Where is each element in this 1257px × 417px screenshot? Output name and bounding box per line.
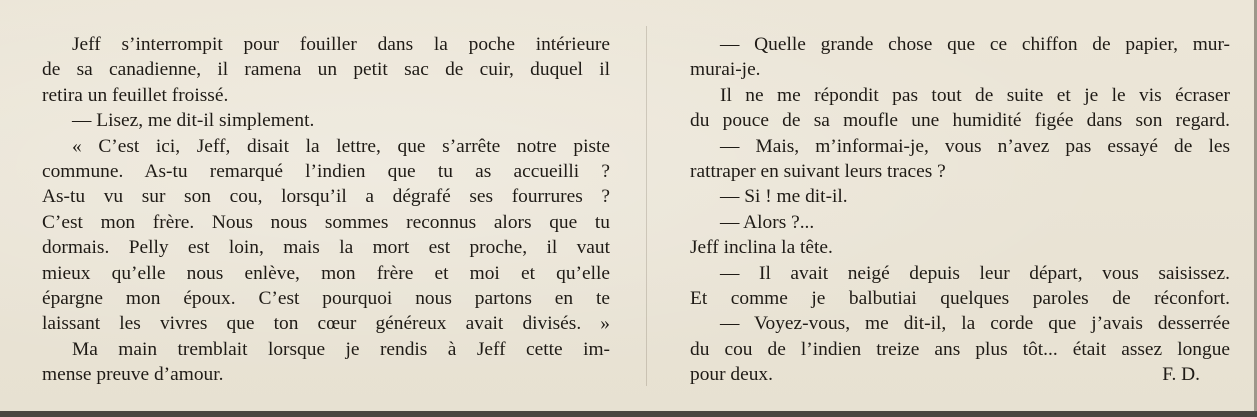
text-line: — Alors ?...: [720, 211, 815, 233]
text-line: — Voyez-vous, me dit-il, la corde que j’avais desserrée: [720, 313, 1230, 335]
closing-line: [690, 362, 1230, 387]
text-line: rattraper en suivant leurs traces ?: [690, 160, 946, 182]
text-line: retira un feuillet froissé.: [42, 84, 229, 106]
text-line: Il ne me répondit pas tout de suite et je le vis écraser: [720, 84, 1230, 106]
text-line: — Si ! me dit-il.: [720, 186, 848, 208]
column-divider: [646, 26, 647, 386]
text-line: As-tu vu sur son cou, lorsqu’il a dégrafé ses fourrures ?: [42, 186, 610, 208]
text-line: commune. As-tu remarqué l’indien que tu as accueilli ?: [42, 160, 610, 182]
text-line: « C’est ici, Jeff, disait la lettre, que s’arrête notre piste: [72, 135, 610, 157]
text-line: — Quelle grande chose que ce chiffon de papier, mur-: [720, 34, 1230, 55]
right-text-column: [690, 32, 1230, 387]
text-line: du cou de l’indien treize ans plus tôt... était assez longue: [690, 338, 1230, 360]
text-line: C’est mon frère. Nous nous sommes reconnus alors que tu: [42, 211, 610, 233]
text-line: dormais. Pelly est loin, mais la mort est proche, il vaut: [42, 237, 610, 259]
text-line: Et comme je balbutiai quelques paroles de réconfort.: [690, 287, 1230, 309]
left-text-column: [42, 32, 610, 387]
text-line: pour deux.: [690, 364, 773, 386]
text-line: Jeff s’interrompit pour fouiller dans la poche intérieure: [72, 34, 610, 55]
text-line: Ma main tremblait lorsque je rendis à Jeff cette im-: [72, 338, 610, 360]
text-line: mieux qu’elle nous enlève, mon frère et moi et qu’elle: [42, 262, 610, 284]
text-line: — Lisez, me dit-il simplement.: [72, 110, 315, 132]
text-line: Jeff inclina la tête.: [690, 237, 833, 259]
text-line: épargne mon époux. C’est pourquoi nous partons en te: [42, 287, 610, 309]
text-line: du pouce de sa moufle une humidité figée dans son regard.: [690, 110, 1230, 132]
text-line: mense preuve d’amour.: [42, 364, 224, 386]
author-signature: F. D.: [1162, 364, 1200, 386]
scan-border: [0, 411, 1257, 417]
text-line: — Il avait neigé depuis leur départ, vous saisissez.: [720, 262, 1230, 284]
text-line: laissant les vivres que ton cœur généreux avait divisés. »: [42, 313, 610, 335]
text-line: de sa canadienne, il ramena un petit sac de cuir, duquel il: [42, 59, 610, 81]
text-line: — Mais, m’informai-je, vous n’avez pas essayé de les: [720, 135, 1230, 157]
text-line: murai-je.: [690, 59, 761, 81]
